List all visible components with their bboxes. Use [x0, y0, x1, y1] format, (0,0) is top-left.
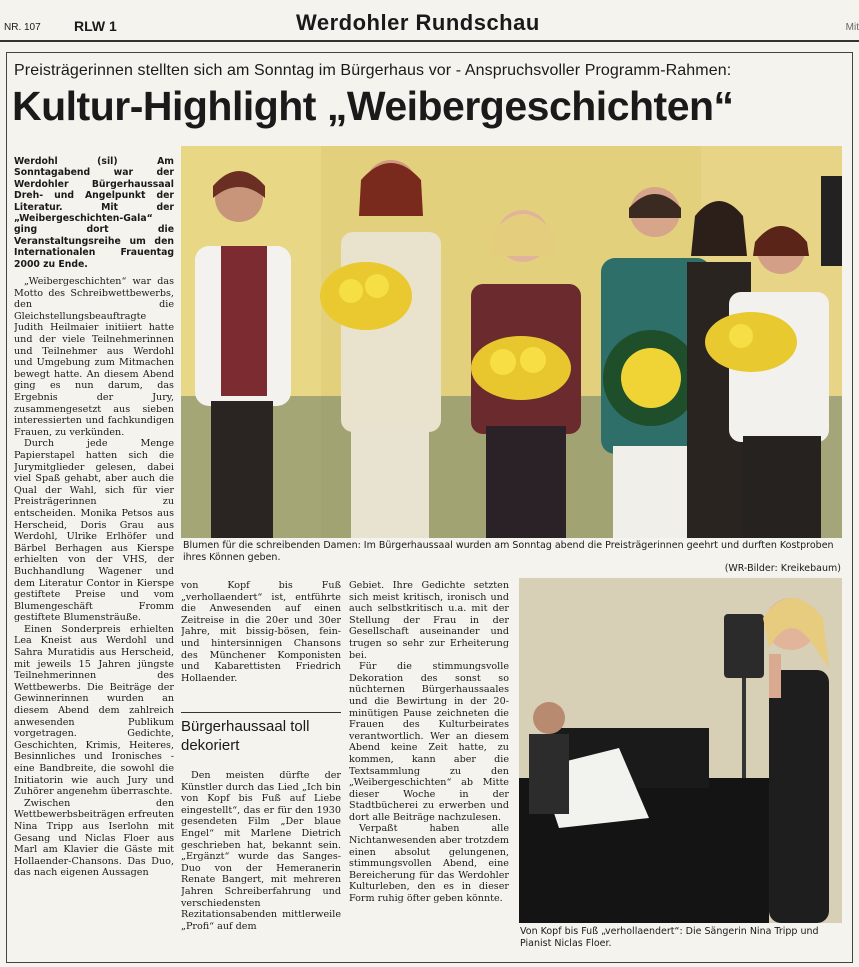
masthead	[0, 0, 859, 42]
caption-text: Blumen für die schreibenden Damen: Im Bürgerhaussaal wurden am Sonntag abend die Preisträgerinnen geehrt und durften Kostproben ihres Können geben.	[183, 540, 834, 563]
paragraph: von Kopf bis Fuß „verhollaendert“ ist, entführte die Anwesenden auf einen Zeitreise in die 20er und 30er Jahre, mit bissig-bösen, fein- und hintersinnigen Chansons des Münchener Komponisten und Kabarettisten Friedrich Hollaender.	[181, 580, 341, 684]
paragraph: Gebiet. Ihre Gedichte setzten sich meist kritisch, ironisch und auch selbstkritisch u.a. mit der Stellung der Frau in der Gesellschaft auseinander und trugen so sehr zur Erheiterung bei.	[349, 580, 509, 661]
singer-pianist-illustration	[519, 578, 842, 923]
article-column-1	[14, 156, 174, 956]
issue-number: NR. 107	[4, 22, 41, 33]
article-lead: Werdohl (sil) Am Sonntagabend war der Werdohler Bürgerhaussaal Dreh- und Angelpunkt der Literatur. Mit der „Weibergeschichten-Gala“ ging dort die Veranstaltungsreihe um den Internationalen Frauentag 2000 zu Ende.	[14, 156, 174, 270]
edition-label: RLW 1	[74, 18, 117, 34]
winners-photo	[181, 146, 842, 538]
newspaper-name: Werdohler Rundschau	[296, 10, 540, 35]
article-kicker: Preisträgerinnen stellten sich am Sonntag im Bürgerhaus vor - Anspruchsvoller Programm-Rahmen:	[14, 62, 732, 79]
paragraph: Einen Sonderpreis erhielten Lea Kneist aus Werdohl und Sahra Muratidis aus Herscheid, mit jeweils 15 Jahren jüngste Teilnehmerinnen des Wettbewerbs. Die Beiträge der Gewinnerinnen wurden an diesem Abend dem zahlreich anwesenden Publikum vorgetragen. Gedichte, Geschichten, Krimis, Heiteres, Besinnliches und Ironisches - eine Bandbreite, die sowohl die Initiatorin wie auch Jury und Zuhörer angenehm überraschte.	[14, 623, 174, 798]
paragraph: Für die stimmungsvolle Dekoration des sonst so nüchternen Bürgerhaussaales und die Bewirtung in der 20-minütigen Pause zeichneten die Frauen des Kulturbeirates verantwortlich. Wer an diesem Abend keine Zeit hatte, zu kommen, kann aber die Textsammlung zu den „Weibergeschichten“ ab Mitte dieser Woche in der Stadtbücherei zu erwerben und dort alle Beiträge nachzulesen.	[349, 661, 509, 823]
winners-photo-illustration	[181, 146, 842, 538]
masthead-right-fragment: Mit	[845, 22, 859, 33]
paragraph: Zwischen den Wettbewerbsbeiträgen erfreuten Nina Tripp aus Iserlohn mit Gesang und Niclas Floer aus Marl am Klavier die Gäste mit Hollaender-Chansons. Das Duo, das nach eigenen Aussagen	[14, 797, 174, 879]
paragraph: „Weibergeschichten“ war das Motto des Schreibwettbewerbs, den die Gleichstellungsbeauftragte Judith Heilmaier initiiert hatte und der viele Teilnehmerinnen und Teilnehmer aus Werdohl und Umgebung zum Mitmachen bewegt hatte. An diesem Abend ging es nun darum, das Ergebnis der Jury, zusammengesetzt aus sieben interessierten und fachkundigen Frauen, zu verkünden.	[14, 276, 174, 438]
article-column-2-continued	[181, 770, 341, 958]
paragraph: Verpaßt haben alle Nichtanwesenden aber trotzdem einen absolut gelungenen, stimmungsvollen Abend, eine Bereicherung für das Werdohler Kulturleben, den es in dieser Form ruhig öfter geben könnte.	[349, 823, 509, 905]
winners-photo-caption	[183, 540, 841, 575]
article-column-2	[181, 580, 341, 700]
singer-pianist-photo	[519, 578, 842, 923]
article-headline: Kultur-Highlight „Weibergeschichten“	[12, 83, 734, 129]
article-column-3	[349, 580, 509, 958]
paragraph: Durch jede Menge Papierstapel hatten sich die Jurymitglieder gelesen, dabei viel Spaß gehabt, aber auch die Qual der Wahl, sich für vier Preisträgerinnen zu entscheiden. Monika Petsos aus Herscheid, Doris Grau aus Werdohl, Ulrike Erlhöfer und Bärbel Berhagen aus Kierspe erhielten von der VHS, der Buchhandlung Wagener und dem Literatur Contor in Kierspe gestiftete Preise und vom Blumengeschäft Fromm gestiftete Blumensträuße.	[14, 438, 174, 624]
photo-credit: (WR-Bilder: Kreikebaum)	[724, 563, 841, 574]
article-subhead: Bürgerhaussaal toll dekoriert	[181, 712, 341, 755]
paragraph: Den meisten dürfte der Künstler durch das Lied „Ich bin von Kopf bis Fuß auf Liebe eingestellt“, das er für den 1930 gesendeten Film „Der blaue Engel“ mit Marlene Dietrich geschrieben hat, bekannt sein. „Ergänzt“ wurde das Sanges-Duo von der Hemeranerin Renate Bangert, mit mehreren Jahren Schreiberfahrung und verschiedensten Rezitationsabenden mittlerweile „Profi“ auf dem	[181, 770, 341, 932]
singer-photo-caption: Von Kopf bis Fuß „verhollaendert“: Die Sängerin Nina Tripp und Pianist Niclas Floer.	[520, 926, 819, 949]
